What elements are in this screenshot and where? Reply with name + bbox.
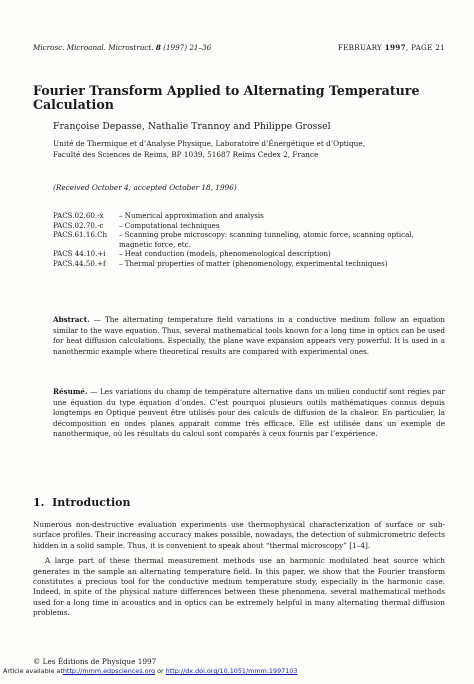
journal-citation <box>33 43 211 52</box>
pacs-code: PACS.44.50.+f <box>53 258 106 268</box>
pacs-code: PACS.02.70.-c <box>53 220 104 230</box>
pacs-list <box>53 211 445 269</box>
pacs-description: – Scanning probe microscopy: scanning tunneling, atomic force, scanning optical, magnetic force, etc. <box>119 230 414 249</box>
page-label: PAGE <box>411 43 433 52</box>
resume-text: — Les variations du champ de température alternative dans un milieu conductif sont régies par une équation du type équation d’ondes. C’est pourquoi plusieurs outils mathématiques connus depuis longtemps en Optique peuvent être utilisés pour des calculs de diffusion de la chaleur. En particulier, la décomposition en ondes planes apparait comme très efficace. Elle est utilisée dans un exemple de nanothermique, où les résultats du calcul sont comparés à ceux fournis par l’expérience. <box>53 387 445 439</box>
affiliation <box>53 139 443 160</box>
resume-label: Résumé. <box>53 387 88 396</box>
issue-info: FEBRUARY 1997, PAGE 21 <box>337 43 445 52</box>
pacs-row <box>53 221 445 231</box>
pacs-row <box>53 211 445 221</box>
section-heading <box>33 496 131 509</box>
pacs-description: – Numerical approximation and analysis <box>119 211 264 220</box>
pacs-description: – Thermal properties of matter (phenomenology, experimental techniques) <box>119 258 388 268</box>
received-date: (Received October 4; accepted October 18, 1996) <box>53 183 237 192</box>
abstract <box>53 315 445 357</box>
pacs-row <box>53 249 445 259</box>
pacs-code: PACS.61.16.Ch <box>53 230 108 240</box>
availability-separator: or <box>155 667 166 675</box>
journal-volume: 8 <box>155 43 161 52</box>
body-paragraph: A large part of these thermal measurement methods use an harmonic modulated heat source which generates in the sample an alternating temperature field. In this paper, we show that the Fourier transform constitutes a precious tool for the conductive medium temperature study, especially in the harmonic case. Indeed, in spite of the physical nature differences between these phenomena, several mathematical methods used for a long time in acoustics and in optics can be extremely helpful in many alternating thermal diffusion problems. <box>33 556 445 618</box>
pacs-description: – Computational techniques <box>119 220 220 230</box>
affiliation-line: Unité de Thermique et d’Analyse Physique, Laboratoire d’Énergétique et d’Optique, <box>53 139 366 148</box>
pacs-description: – Heat conduction (models, phenomenological description) <box>119 249 331 259</box>
body-paragraph: Numerous non-destructive evaluation experiments use thermophysical characterization of surface or sub-surface profiles. Their increasing accuracy makes possible, nowadays, the detection of submicrometric defects hidden in a solid sample. Thus, it is convenient to speak about “thermal microscopy” [1–4]. <box>33 520 445 550</box>
pacs-row <box>53 230 445 249</box>
availability-prefix: Article available at <box>3 667 63 675</box>
page-number: 21 <box>435 43 445 52</box>
pacs-row <box>53 259 445 269</box>
pacs-code: PACS.02.60.-x <box>53 211 104 220</box>
pacs-code: PACS 44.10.+i <box>53 249 106 259</box>
journal-link[interactable]: http://mmm.edpsciences.org <box>62 667 156 675</box>
issue-month: FEBRUARY <box>337 43 383 52</box>
doi-link[interactable]: http://dx.doi.org/10.1051/mmm:1997103 <box>165 667 298 675</box>
journal-year-pages: (1997) 21–36 <box>163 43 212 52</box>
introduction-text <box>33 520 445 624</box>
issue-year: 1997 <box>384 43 406 52</box>
abstract-text: — The alternating temperature field variations in a conductive medium follow an equation similar to the wave equation. Thus, several mathematical tools known for a long time in optics can be used for heat diffusion calculations. Especially, the plane wave expansion appears very powerful. It is used in a nanothermic example where theoretical results are compared with experimental ones. <box>53 315 445 356</box>
resume <box>53 387 445 440</box>
section-number: 1. <box>33 496 45 509</box>
article-availability <box>3 667 297 675</box>
copyright-footer: © Les Éditions de Physique 1997 <box>33 657 157 666</box>
section-title: Introduction <box>52 496 131 509</box>
abstract-label: Abstract. <box>53 315 90 324</box>
author-list: Françoise Depasse, Nathalie Trannoy and Philippe Grossel <box>53 121 331 132</box>
journal-name: Microsc. Microanal. Microstruct. <box>33 43 154 52</box>
paper-title: Fourier Transform Applied to Alternating Temperature Calculation <box>33 83 420 112</box>
affiliation-line: Faculté des Sciences de Reims, BP 1039, 51687 Reims Cedex 2, France <box>53 149 319 159</box>
